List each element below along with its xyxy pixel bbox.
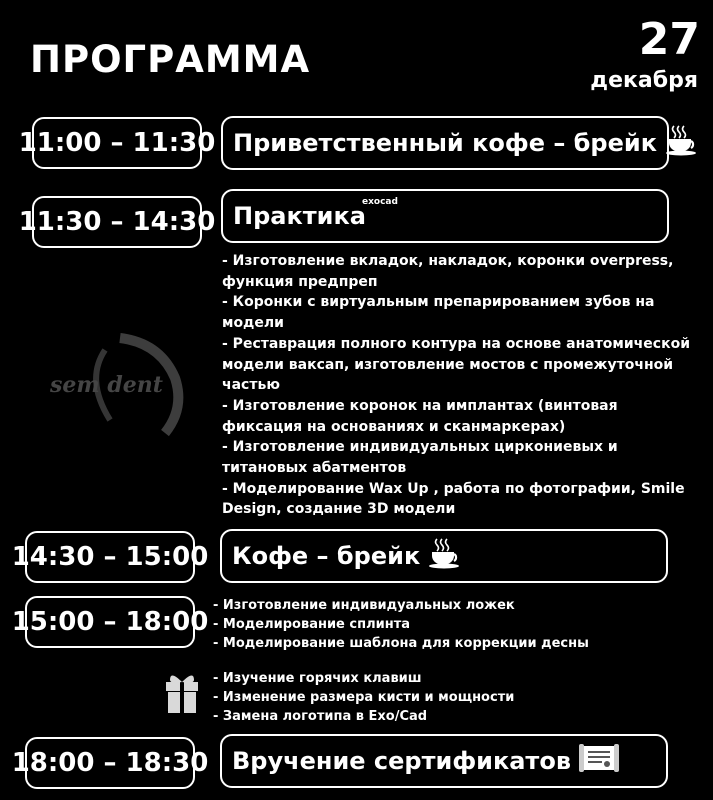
time-slot-1: 11:00 – 11:30 (32, 117, 202, 169)
list-item: - Моделирование Wax Up , работа по фотографии, Smile Design, создание 3D модели (222, 480, 685, 518)
time-slot-2: 11:30 – 14:30 (32, 196, 202, 248)
list-item: - Изготовление коронок на имплантах (винтовая фиксация на основаниях и сканмаркерах) (222, 397, 618, 435)
time-slot-6: 18:00 – 18:30 (25, 737, 195, 789)
session-title-3-text: Кофе – брейк (232, 542, 421, 570)
practice-list (222, 251, 692, 520)
list-item: - Изготовление вкладок, накладок, коронки overpress, функция предпреп (222, 253, 674, 290)
session-title-2-text: Практика (233, 202, 366, 230)
page-title: ПРОГРАММА (30, 38, 311, 81)
session-title-6-text: Вручение сертификатов (232, 747, 572, 775)
list-item: - Реставрация полного контура на основе анатомической модели ваксап, изготовление мостов с промежуточной частью (222, 335, 691, 394)
session-title-1 (221, 116, 669, 170)
afternoon-list (213, 596, 693, 653)
sem-dent-watermark (50, 330, 200, 440)
list-item: - Моделирование шаблона для коррекции десны (213, 636, 589, 651)
time-slot-3: 14:30 – 15:00 (25, 531, 195, 583)
list-item: - Изготовление индивидуальных циркониевых и титановых абатментов (222, 439, 618, 477)
date-day: 27 (638, 14, 700, 65)
coffee-cup-icon (428, 537, 462, 575)
certificate-icon (579, 743, 619, 779)
watermark-text: sem dent (50, 372, 163, 398)
session-title-6 (220, 734, 668, 788)
bonus-list (213, 669, 693, 726)
session-title-3 (220, 529, 668, 583)
list-item: - Коронки с виртуальным препарированием зубов на модели (222, 294, 655, 332)
date-month: декабря (590, 68, 698, 93)
list-item: - Изучение горячих клавиш (213, 671, 422, 686)
coffee-cup-icon (665, 124, 699, 162)
session-title-1-text: Приветственный кофе – брейк (233, 129, 657, 157)
time-slot-4: 15:00 – 18:00 (25, 596, 195, 648)
list-item: - Моделирование сплинта (213, 617, 411, 632)
exocad-superscript: exocad (362, 197, 398, 207)
list-item: - Изменение размера кисти и мощности (213, 690, 515, 705)
list-item: - Изготовление индивидуальных ложек (213, 598, 515, 613)
list-item: - Замена логотипа в Exo/Cad (213, 709, 428, 724)
session-title-2 (221, 189, 669, 243)
gift-icon (163, 670, 201, 718)
